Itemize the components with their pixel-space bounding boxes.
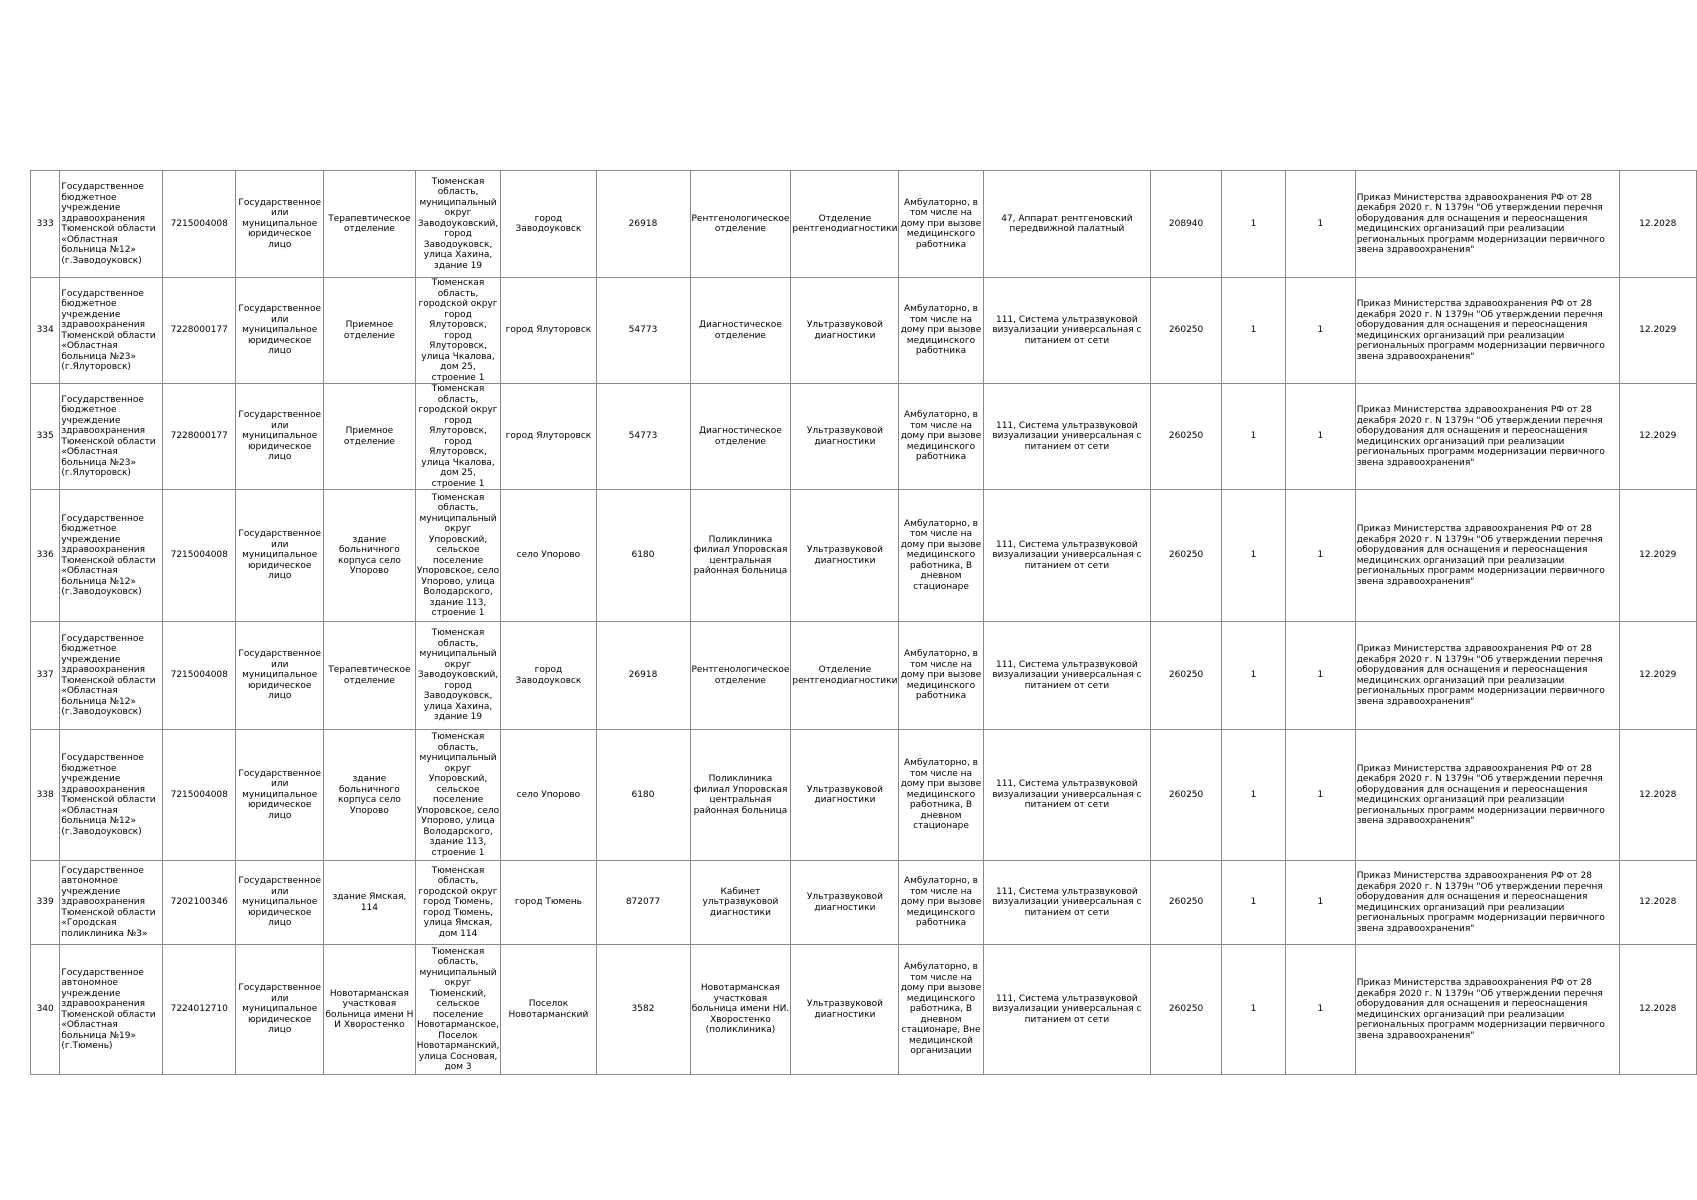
code-cell: 260250	[1151, 384, 1222, 490]
inn-cell: 7215004008	[163, 730, 236, 861]
order-cell: Приказ Министерства здравоохранения РФ от 28 декабря 2020 г. N 1379н "Об утверждении перечня оборудования для оснащения и переоснащения медицинских организаций при реализации региональных программ модернизации первичного звена здравоохранения"	[1355, 171, 1619, 278]
order-cell: Приказ Министерства здравоохранения РФ от 28 декабря 2020 г. N 1379н "Об утверждении перечня оборудования для оснащения и переоснащения медицинских организаций при реализации региональных программ модернизации первичного звена здравоохранения"	[1355, 945, 1619, 1075]
order-cell: Приказ Министерства здравоохранения РФ от 28 декабря 2020 г. N 1379н "Об утверждении перечня оборудования для оснащения и переоснащения медицинских организаций при реализации региональных программ модернизации первичного звена здравоохранения"	[1355, 490, 1619, 622]
unit-cell: Диагностическое отделение	[690, 278, 791, 384]
table-row	[31, 278, 1697, 384]
locality-cell: город Ялуторовск	[501, 384, 596, 490]
date-cell: 12.2029	[1619, 622, 1696, 730]
locality-cell: город Ялуторовск	[501, 278, 596, 384]
equipment-cell: 111, Система ультразвуковой визуализации универсальная с питанием от сети	[983, 490, 1151, 622]
locality-cell: село Упорово	[501, 490, 596, 622]
date-cell: 12.2028	[1619, 945, 1696, 1075]
care-mode-cell: Амбулаторно, в том числе на дому при вызове медицинского работника	[899, 861, 983, 945]
table-row	[31, 945, 1697, 1075]
unit-cell: Новотарманская участковая больница имени НИ. Хворостенко (поликлиника)	[690, 945, 791, 1075]
department-cell: Ультразвуковой диагностики	[791, 278, 899, 384]
locality-cell: Поселок Новотарманский	[501, 945, 596, 1075]
inn-cell: 7215004008	[163, 622, 236, 730]
quantity-cell: 1	[1221, 861, 1285, 945]
date-cell: 12.2029	[1619, 490, 1696, 622]
locality-cell: город Тюмень	[501, 861, 596, 945]
department-cell: Ультразвуковой диагностики	[791, 384, 899, 490]
legal-type-cell: Государственное или муниципальное юридическое лицо	[236, 622, 324, 730]
table-row	[31, 622, 1697, 730]
locality-cell: село Упорово	[501, 730, 596, 861]
address-cell: Тюменская область, городской округ город Ялуторовск, город Ялуторовск, улица Чкалова, дом 25, строение 1	[415, 278, 501, 384]
quantity-cell: 1	[1286, 861, 1356, 945]
table-row	[31, 730, 1697, 861]
department-cell: Отделение рентгенодиагностики	[791, 622, 899, 730]
care-mode-cell: Амбулаторно, в том числе на дому при вызове медицинского работника, В дневном стационаре	[899, 730, 983, 861]
table-row	[31, 490, 1697, 622]
building-cell: Приемное отделение	[324, 278, 416, 384]
address-cell: Тюменская область, муниципальный округ Упоровский, сельское поселение Упоровское, село Упорово, улица Володарского, здание 113, строение 1	[415, 730, 501, 861]
quantity-cell: 1	[1286, 171, 1356, 278]
department-cell: Ультразвуковой диагностики	[791, 490, 899, 622]
department-cell: Ультразвуковой диагностики	[791, 730, 899, 861]
date-cell: 12.2029	[1619, 278, 1696, 384]
address-cell: Тюменская область, муниципальный округ Тюменский, сельское поселение Новотарманское, Поселок Новотарманский, улица Сосновая, дом 3	[415, 945, 501, 1075]
quantity-cell: 1	[1221, 384, 1285, 490]
data-table	[30, 170, 1697, 1075]
population-cell: 26918	[596, 171, 690, 278]
building-cell: Приемное отделение	[324, 384, 416, 490]
unit-cell: Рентгенологическое отделение	[690, 622, 791, 730]
order-cell: Приказ Министерства здравоохранения РФ от 28 декабря 2020 г. N 1379н "Об утверждении перечня оборудования для оснащения и переоснащения медицинских организаций при реализации региональных программ модернизации первичного звена здравоохранения"	[1355, 730, 1619, 861]
row-number-cell: 334	[31, 278, 60, 384]
code-cell: 260250	[1151, 945, 1222, 1075]
inn-cell: 7224012710	[163, 945, 236, 1075]
code-cell: 260250	[1151, 622, 1222, 730]
legal-type-cell: Государственное или муниципальное юридическое лицо	[236, 945, 324, 1075]
department-cell: Ультразвуковой диагностики	[791, 861, 899, 945]
order-cell: Приказ Министерства здравоохранения РФ от 28 декабря 2020 г. N 1379н "Об утверждении перечня оборудования для оснащения и переоснащения медицинских организаций при реализации региональных программ модернизации первичного звена здравоохранения"	[1355, 861, 1619, 945]
row-number-cell: 335	[31, 384, 60, 490]
code-cell: 208940	[1151, 171, 1222, 278]
care-mode-cell: Амбулаторно, в том числе на дому при вызове медицинского работника	[899, 384, 983, 490]
date-cell: 12.2028	[1619, 861, 1696, 945]
quantity-cell: 1	[1221, 171, 1285, 278]
building-cell: Терапевтическое отделение	[324, 622, 416, 730]
quantity-cell: 1	[1221, 490, 1285, 622]
table-row	[31, 384, 1697, 490]
inn-cell: 7228000177	[163, 278, 236, 384]
equipment-cell: 111, Система ультразвуковой визуализации универсальная с питанием от сети	[983, 861, 1151, 945]
address-cell: Тюменская область, городской округ город Тюмень, город Тюмень, улица Ямская, дом 114	[415, 861, 501, 945]
population-cell: 54773	[596, 278, 690, 384]
locality-cell: город Заводоуковск	[501, 622, 596, 730]
care-mode-cell: Амбулаторно, в том числе на дому при вызове медицинского работника	[899, 171, 983, 278]
care-mode-cell: Амбулаторно, в том числе на дому при вызове медицинского работника, В дневном стационаре	[899, 490, 983, 622]
quantity-cell: 1	[1221, 945, 1285, 1075]
order-cell: Приказ Министерства здравоохранения РФ от 28 декабря 2020 г. N 1379н "Об утверждении перечня оборудования для оснащения и переоснащения медицинских организаций при реализации региональных программ модернизации первичного звена здравоохранения"	[1355, 384, 1619, 490]
unit-cell: Поликлиника филиал Упоровская центральная районная больница	[690, 730, 791, 861]
department-cell: Отделение рентгенодиагностики	[791, 171, 899, 278]
organization-cell: Государственное бюджетное учреждение здравоохранения Тюменской области «Областная больница №12» (г.Заводоуковск)	[60, 622, 163, 730]
organization-cell: Государственное автономное учреждение здравоохранения Тюменской области «Городская поликлиника №3»	[60, 861, 163, 945]
building-cell: здание больничного корпуса село Упорово	[324, 730, 416, 861]
quantity-cell: 1	[1286, 622, 1356, 730]
code-cell: 260250	[1151, 278, 1222, 384]
care-mode-cell: Амбулаторно, в том числе на дому при вызове медицинского работника	[899, 622, 983, 730]
organization-cell: Государственное бюджетное учреждение здравоохранения Тюменской области «Областная больница №23» (г.Ялуторовск)	[60, 278, 163, 384]
legal-type-cell: Государственное или муниципальное юридическое лицо	[236, 490, 324, 622]
legal-type-cell: Государственное или муниципальное юридическое лицо	[236, 171, 324, 278]
quantity-cell: 1	[1286, 384, 1356, 490]
inn-cell: 7202100346	[163, 861, 236, 945]
date-cell: 12.2028	[1619, 730, 1696, 861]
address-cell: Тюменская область, муниципальный округ Заводоуковский, город Заводоуковск, улица Хахина, здание 19	[415, 622, 501, 730]
unit-cell: Рентгенологическое отделение	[690, 171, 791, 278]
organization-cell: Государственное автономное учреждение здравоохранения Тюменской области «Областная больница №19» (г.Тюмень)	[60, 945, 163, 1075]
organization-cell: Государственное бюджетное учреждение здравоохранения Тюменской области «Областная больница №23» (г.Ялуторовск)	[60, 384, 163, 490]
population-cell: 6180	[596, 490, 690, 622]
order-cell: Приказ Министерства здравоохранения РФ от 28 декабря 2020 г. N 1379н "Об утверждении перечня оборудования для оснащения и переоснащения медицинских организаций при реализации региональных программ модернизации первичного звена здравоохранения"	[1355, 622, 1619, 730]
address-cell: Тюменская область, муниципальный округ Заводоуковский, город Заводоуковск, улица Хахина, здание 19	[415, 171, 501, 278]
equipment-cell: 111, Система ультразвуковой визуализации универсальная с питанием от сети	[983, 622, 1151, 730]
row-number-cell: 340	[31, 945, 60, 1075]
legal-type-cell: Государственное или муниципальное юридическое лицо	[236, 730, 324, 861]
equipment-cell: 111, Система ультразвуковой визуализации универсальная с питанием от сети	[983, 278, 1151, 384]
unit-cell: Диагностическое отделение	[690, 384, 791, 490]
quantity-cell: 1	[1286, 490, 1356, 622]
quantity-cell: 1	[1221, 730, 1285, 861]
legal-type-cell: Государственное или муниципальное юридическое лицо	[236, 278, 324, 384]
row-number-cell: 337	[31, 622, 60, 730]
population-cell: 3582	[596, 945, 690, 1075]
legal-type-cell: Государственное или муниципальное юридическое лицо	[236, 384, 324, 490]
code-cell: 260250	[1151, 490, 1222, 622]
population-cell: 872077	[596, 861, 690, 945]
inn-cell: 7215004008	[163, 490, 236, 622]
row-number-cell: 333	[31, 171, 60, 278]
department-cell: Ультразвуковой диагностики	[791, 945, 899, 1075]
code-cell: 260250	[1151, 730, 1222, 861]
quantity-cell: 1	[1286, 730, 1356, 861]
date-cell: 12.2028	[1619, 171, 1696, 278]
code-cell: 260250	[1151, 861, 1222, 945]
quantity-cell: 1	[1286, 278, 1356, 384]
row-number-cell: 336	[31, 490, 60, 622]
table-row	[31, 171, 1697, 278]
organization-cell: Государственное бюджетное учреждение здравоохранения Тюменской области «Областная больница №12» (г.Заводоуковск)	[60, 730, 163, 861]
equipment-cell: 47, Аппарат рентгеновский передвижной палатный	[983, 171, 1151, 278]
quantity-cell: 1	[1221, 622, 1285, 730]
population-cell: 54773	[596, 384, 690, 490]
building-cell: здание больничного корпуса село Упорово	[324, 490, 416, 622]
organization-cell: Государственное бюджетное учреждение здравоохранения Тюменской области «Областная больница №12» (г.Заводоуковск)	[60, 171, 163, 278]
population-cell: 6180	[596, 730, 690, 861]
building-cell: здание Ямская, 114	[324, 861, 416, 945]
organization-cell: Государственное бюджетное учреждение здравоохранения Тюменской области «Областная больница №12» (г.Заводоуковск)	[60, 490, 163, 622]
unit-cell: Поликлиника филиал Упоровская центральная районная больница	[690, 490, 791, 622]
building-cell: Новотарманская участковая больница имени Н И Хворостенко	[324, 945, 416, 1075]
locality-cell: город Заводоуковск	[501, 171, 596, 278]
legal-type-cell: Государственное или муниципальное юридическое лицо	[236, 861, 324, 945]
equipment-cell: 111, Система ультразвуковой визуализации универсальная с питанием от сети	[983, 945, 1151, 1075]
address-cell: Тюменская область, городской округ город Ялуторовск, город Ялуторовск, улица Чкалова, дом 25, строение 1	[415, 384, 501, 490]
care-mode-cell: Амбулаторно, в том числе на дому при вызове медицинского работника, В дневном стационаре, Вне медицинской организации	[899, 945, 983, 1075]
quantity-cell: 1	[1286, 945, 1356, 1075]
order-cell: Приказ Министерства здравоохранения РФ от 28 декабря 2020 г. N 1379н "Об утверждении перечня оборудования для оснащения и переоснащения медицинских организаций при реализации региональных программ модернизации первичного звена здравоохранения"	[1355, 278, 1619, 384]
building-cell: Терапевтическое отделение	[324, 171, 416, 278]
inn-cell: 7228000177	[163, 384, 236, 490]
population-cell: 26918	[596, 622, 690, 730]
equipment-cell: 111, Система ультразвуковой визуализации универсальная с питанием от сети	[983, 730, 1151, 861]
table-row	[31, 861, 1697, 945]
equipment-cell: 111, Система ультразвуковой визуализации универсальная с питанием от сети	[983, 384, 1151, 490]
care-mode-cell: Амбулаторно, в том числе на дому при вызове медицинского работника	[899, 278, 983, 384]
date-cell: 12.2029	[1619, 384, 1696, 490]
address-cell: Тюменская область, муниципальный округ Упоровский, сельское поселение Упоровское, село Упорово, улица Володарского, здание 113, строение 1	[415, 490, 501, 622]
row-number-cell: 338	[31, 730, 60, 861]
unit-cell: Кабинет ультразвуковой диагностики	[690, 861, 791, 945]
quantity-cell: 1	[1221, 278, 1285, 384]
inn-cell: 7215004008	[163, 171, 236, 278]
row-number-cell: 339	[31, 861, 60, 945]
